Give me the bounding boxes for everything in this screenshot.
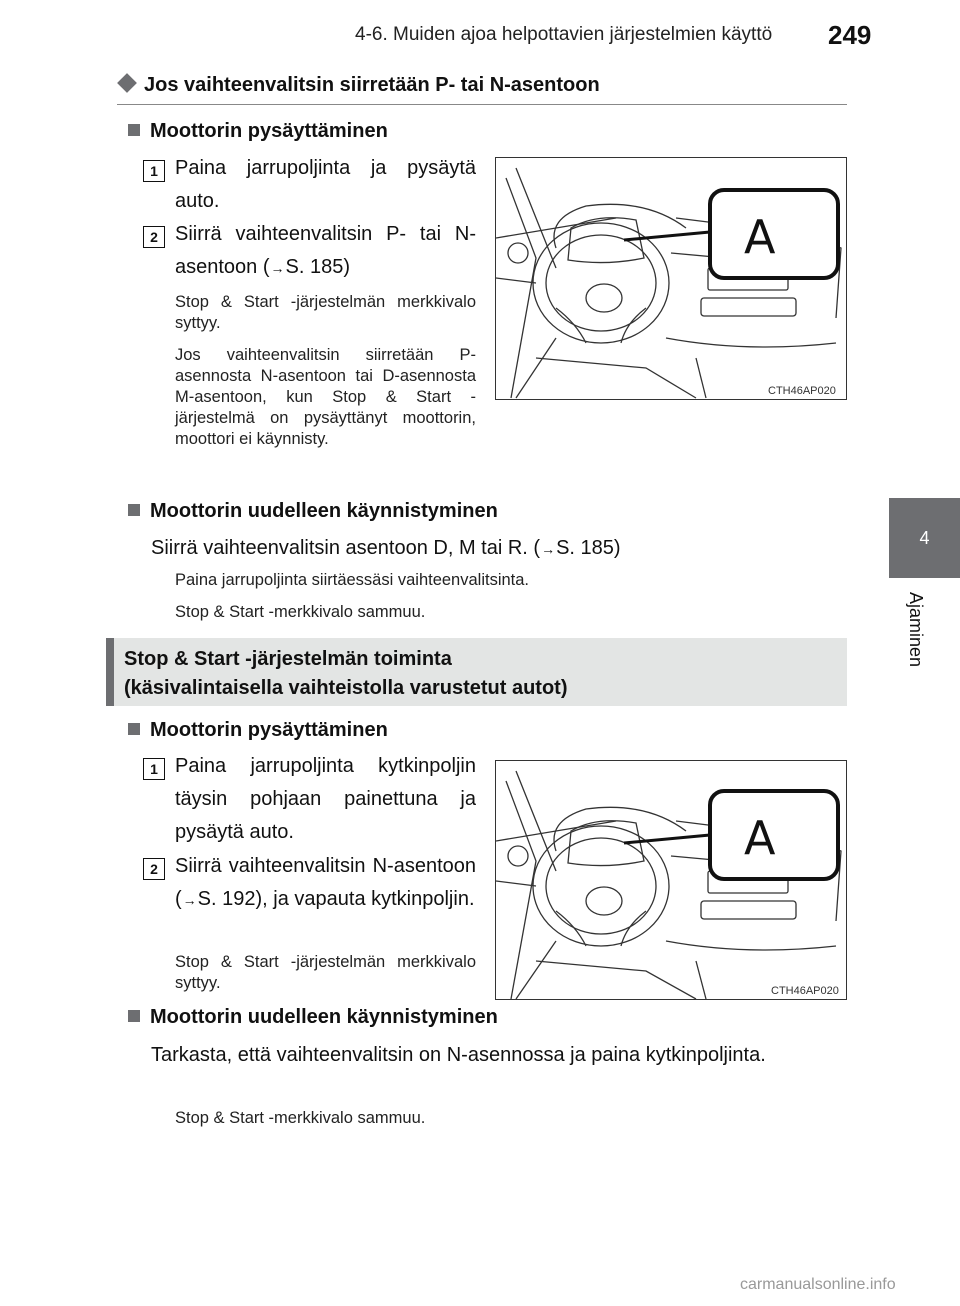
square-bullet-icon	[128, 723, 140, 735]
dashboard-figure	[495, 157, 847, 400]
step-number-box: 2	[143, 226, 165, 248]
note-text: Stop & Start -järjestelmän merkkivalo syttyy.	[175, 953, 476, 992]
sub-heading-stop	[128, 120, 388, 143]
body-text: Tarkasta, että vaihteenvalitsin on N-asennossa ja paina kytkinpoljinta.	[151, 1044, 766, 1066]
section-title	[124, 645, 567, 703]
square-bullet-icon	[128, 1010, 140, 1022]
figure-code: CTH46AP020	[768, 385, 836, 397]
figure-label-a: A	[744, 811, 776, 865]
sub-heading-text: Moottorin uudelleen käynnistyminen	[150, 1006, 498, 1028]
step-text: Paina jarrupoljinta kytkinpoljin täysin pohjaan painettuna ja pysäytä auto.	[175, 755, 476, 843]
chapter-label: Ajaminen	[906, 592, 926, 668]
square-bullet-icon	[128, 124, 140, 136]
section-title-line: (käsivalintaisella vaihteistolla varustetut autot)	[124, 677, 568, 699]
step-text: Siirrä vaihteenvalitsin N-asentoon (→S. 192), ja vapauta kytkinpoljin.	[175, 850, 476, 917]
watermark: carmanualsonline.info	[740, 1276, 896, 1293]
diamond-bullet-icon	[117, 73, 137, 93]
sub-heading-restart	[128, 500, 498, 523]
body-text: Siirrä vaihteenvalitsin asentoon D, M tai R. (→S. 185)	[151, 532, 847, 566]
section-heading-text: Jos vaihteenvalitsin siirretään P- tai N-asentoon	[144, 74, 600, 96]
sub-heading-stop	[128, 719, 388, 742]
note-text: Stop & Start -merkkivalo sammuu.	[175, 603, 426, 621]
step-number-box: 1	[143, 758, 165, 780]
dashboard-figure	[495, 760, 847, 1000]
running-header: 4-6. Muiden ajoa helpottavien järjestelmien käyttö	[355, 24, 773, 45]
step-text: Paina jarrupoljinta ja pysäytä auto.	[175, 157, 476, 212]
page-number: 249	[828, 20, 872, 50]
square-bullet-icon	[128, 504, 140, 516]
dashboard-illustration	[496, 761, 846, 999]
note-text: Paina jarrupoljinta siirtäessäsi vaihteenvalitsinta.	[175, 571, 530, 589]
reference-arrow-icon: →	[270, 260, 285, 276]
note-text: Stop & Start -merkkivalo sammuu.	[175, 1109, 426, 1127]
dashboard-illustration	[496, 158, 846, 399]
chapter-tab	[889, 498, 960, 578]
reference-arrow-icon: →	[541, 541, 556, 557]
step-text: Siirrä vaihteenvalitsin P- tai N-asentoon (→S. 185)	[175, 218, 476, 285]
chapter-number: 4	[919, 527, 930, 548]
sub-heading-text: Moottorin uudelleen käynnistyminen	[150, 500, 498, 522]
figure-code: CTH46AP020	[771, 985, 839, 997]
sub-heading-restart	[128, 1006, 498, 1029]
section-heading	[117, 74, 600, 97]
section-title-line: Stop & Start -järjestelmän toiminta	[124, 648, 452, 670]
reference-arrow-icon: →	[182, 892, 197, 908]
step-number-box: 1	[143, 160, 165, 182]
section-rule	[117, 104, 847, 105]
step-number-box: 2	[143, 858, 165, 880]
sub-heading-text: Moottorin pysäyttäminen	[150, 719, 388, 741]
note-text: Jos vaihteenvalitsin siirretään P-asennosta N-asentoon tai D-asennosta M-asentoon, kun Stop & Start -järjestelmä on pysäyttänyt moottorin, moottori ei käynnisty.	[175, 346, 476, 448]
sub-heading-text: Moottorin pysäyttäminen	[150, 120, 388, 142]
figure-label-a: A	[744, 210, 776, 264]
note-text: Stop & Start -järjestelmän merkkivalo syttyy.	[175, 293, 476, 332]
